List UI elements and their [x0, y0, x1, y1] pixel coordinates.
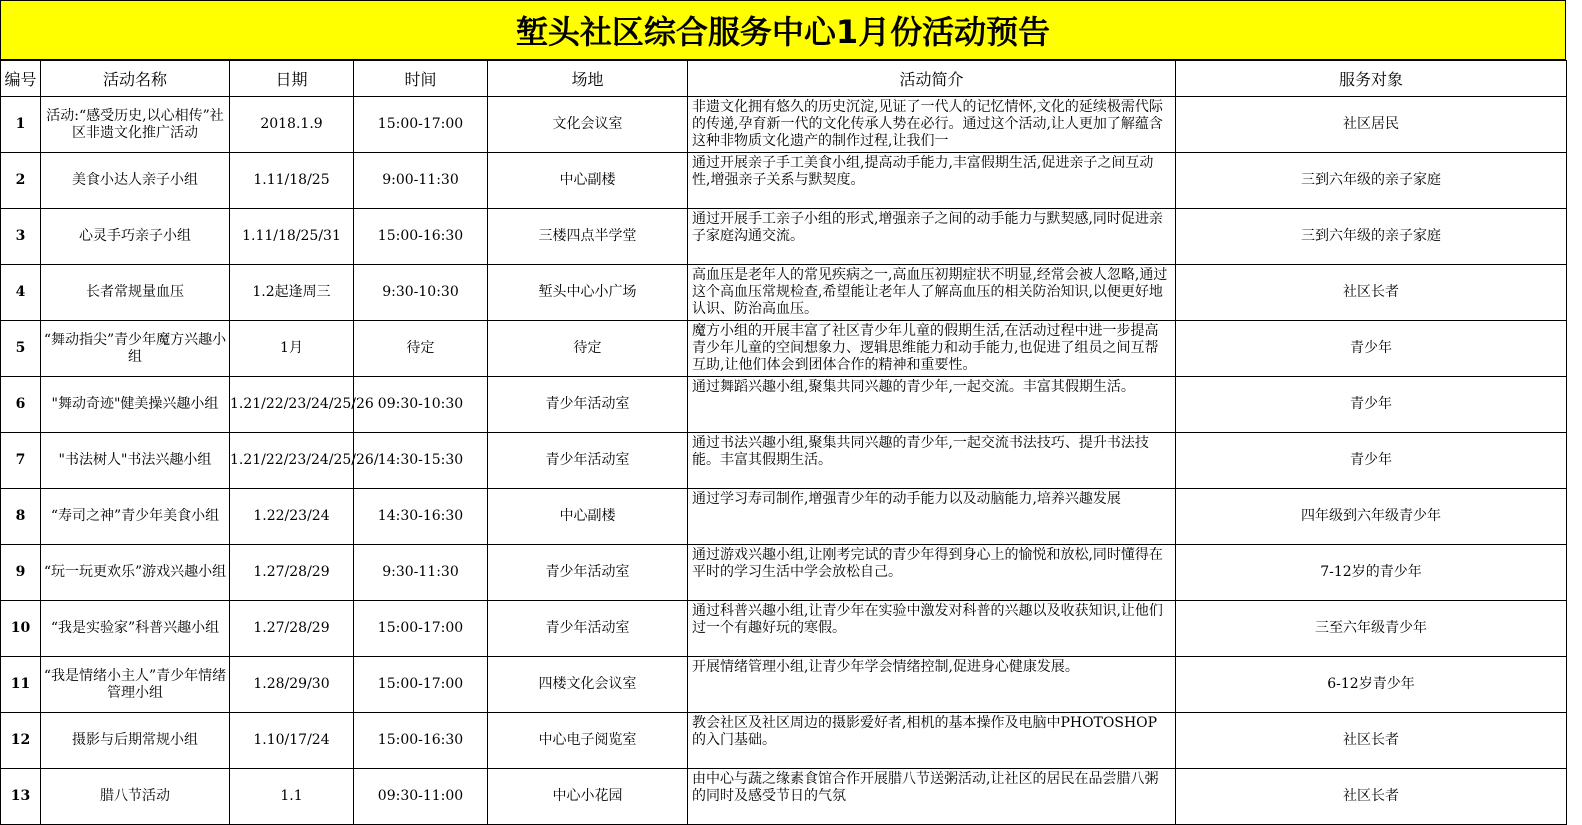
cell-description[interactable]	[688, 713, 1176, 769]
cell-activity-name-text: 活动:“感受历史,以心相传”社区非遗文化推广活动	[46, 107, 224, 141]
header-date[interactable]: 日期	[230, 61, 354, 97]
cell-no-text: 11	[10, 676, 31, 692]
cell-date[interactable]	[230, 321, 354, 377]
cell-no[interactable]	[1, 545, 41, 601]
cell-target-text: 青少年	[1350, 396, 1392, 412]
cell-time-text: 09:30-10:30	[377, 396, 464, 412]
cell-description-text: 通过书法兴趣小组,聚集共同兴趣的青少年,一起交流书法技巧、提升书法技能。丰富其假期生活。	[692, 435, 1149, 468]
cell-target[interactable]	[1176, 545, 1567, 601]
cell-target[interactable]	[1176, 713, 1567, 769]
cell-target-text: 三到六年级的亲子家庭	[1301, 172, 1441, 188]
cell-no-text: 3	[15, 228, 26, 244]
cell-no-text: 4	[15, 284, 26, 300]
cell-date[interactable]	[230, 769, 354, 825]
cell-time[interactable]	[354, 153, 488, 209]
activity-table	[0, 60, 1567, 825]
cell-description[interactable]	[688, 209, 1176, 265]
cell-no-text: 1	[15, 116, 26, 132]
table-row	[1, 713, 1567, 769]
cell-target-text: 7-12岁的青少年	[1320, 564, 1422, 580]
cell-target[interactable]	[1176, 769, 1567, 825]
cell-description[interactable]	[688, 377, 1176, 433]
cell-date-text: 1.28/29/30	[253, 676, 330, 692]
cell-description[interactable]	[688, 433, 1176, 489]
cell-activity-name[interactable]	[41, 321, 230, 377]
cell-time[interactable]	[354, 321, 488, 377]
cell-activity-name[interactable]	[41, 209, 230, 265]
cell-target[interactable]	[1176, 97, 1567, 153]
cell-date-text: 1.11/18/25/31	[242, 228, 341, 244]
table-row	[1, 601, 1567, 657]
cell-venue-text: 待定	[573, 340, 602, 356]
cell-venue[interactable]	[488, 769, 688, 825]
cell-activity-name[interactable]	[41, 97, 230, 153]
cell-no[interactable]	[1, 153, 41, 209]
cell-description[interactable]	[688, 657, 1176, 713]
cell-date[interactable]	[230, 545, 354, 601]
cell-description-text: 通过游戏兴趣小组,让刚考完试的青少年得到身心上的愉悦和放松,同时懂得在平时的学习生活中学会放松自己。	[692, 547, 1163, 580]
cell-target-text: 6-12岁青少年	[1327, 676, 1415, 692]
cell-time-text: 15:00-16:30	[377, 228, 464, 244]
cell-date[interactable]	[230, 601, 354, 657]
cell-target[interactable]	[1176, 209, 1567, 265]
cell-date-text: 1.27/28/29	[253, 564, 330, 580]
cell-venue-text: 四楼文化会议室	[538, 676, 637, 692]
cell-activity-name-text: “舞动指尖”青少年魔方兴趣小组	[43, 331, 227, 365]
cell-venue[interactable]	[488, 545, 688, 601]
cell-description-text: 高血压是老年人的常见疾病之一,高血压初期症状不明显,经常会被人忽略,通过这个高血压常规检查,希望能让老年人了解高血压的相关防治知识,以便更好地认识、防治高血压。	[692, 267, 1168, 317]
cell-target-text: 社区长者	[1343, 732, 1399, 748]
cell-no[interactable]	[1, 209, 41, 265]
cell-activity-name[interactable]	[41, 265, 230, 321]
cell-activity-name-text: 摄影与后期常规小组	[72, 732, 198, 748]
cell-date[interactable]	[230, 97, 354, 153]
cell-no-text: 12	[10, 732, 31, 748]
cell-no-text: 9	[15, 564, 26, 580]
cell-time-text: 9:00-11:30	[382, 172, 459, 188]
table-row	[1, 489, 1567, 545]
header-time[interactable]: 时间	[354, 61, 488, 97]
cell-description[interactable]	[688, 545, 1176, 601]
cell-date[interactable]	[230, 153, 354, 209]
cell-date[interactable]	[230, 377, 374, 433]
cell-no[interactable]	[1, 601, 41, 657]
cell-venue[interactable]	[488, 97, 688, 153]
cell-no-text: 2	[15, 172, 26, 188]
cell-no-text: 13	[10, 788, 31, 804]
cell-no[interactable]	[1, 265, 41, 321]
cell-venue[interactable]	[488, 321, 688, 377]
cell-date[interactable]	[230, 433, 379, 489]
table-row	[1, 265, 1567, 321]
cell-target-text: 四年级到六年级青少年	[1301, 508, 1441, 524]
cell-date[interactable]	[230, 489, 354, 545]
cell-target-text: 社区居民	[1343, 116, 1399, 132]
cell-date-text: 1.22/23/24	[253, 508, 330, 524]
cell-time-text: 09:30-11:00	[377, 788, 464, 804]
cell-description[interactable]	[688, 153, 1176, 209]
cell-date[interactable]	[230, 713, 354, 769]
cell-venue-text: 中心副楼	[559, 172, 616, 188]
cell-no-text: 7	[15, 452, 26, 468]
cell-activity-name-text: “玩一玩更欢乐”游戏兴趣小组	[43, 564, 227, 580]
cell-time[interactable]	[354, 489, 488, 545]
cell-target-text: 社区长者	[1343, 284, 1399, 300]
cell-description[interactable]	[688, 769, 1176, 825]
cell-description-text: 非遗文化拥有悠久的历史沉淀,见证了一代人的记忆情怀,文化的延续极需代际的传递,孕育新一代的文化传承人势在必行。通过这个活动,让人更加了解蕴含这种非物质文化遗产的制作过程,让我们一	[692, 99, 1163, 149]
cell-venue-text: 文化会议室	[552, 116, 623, 132]
cell-target[interactable]	[1176, 377, 1567, 433]
cell-venue-text: 青少年活动室	[545, 452, 630, 468]
cell-venue[interactable]	[488, 489, 688, 545]
cell-target-text: 三到六年级的亲子家庭	[1301, 228, 1441, 244]
cell-description-text: 由中心与蔬之缘素食馆合作开展腊八节送粥活动,让社区的居民在品尝腊八粥的同时及感受节日的气氛	[692, 771, 1159, 804]
cell-activity-name-text: "舞动奇迹"健美操兴趣小组	[51, 396, 219, 412]
cell-venue-text: 青少年活动室	[545, 620, 630, 636]
header-no[interactable]: 编号	[1, 61, 41, 97]
cell-description-text: 魔方小组的开展丰富了社区青少年儿童的假期生活,在活动过程中进一步提高青少年儿童的空间想象力、逻辑思维能力和动手能力,也促进了组员之间互帮互助,让他们体会到团体合作的精神和重要性。	[692, 323, 1159, 373]
cell-target-text: 三至六年级青少年	[1315, 620, 1427, 636]
cell-target[interactable]	[1176, 657, 1567, 713]
cell-time[interactable]	[354, 265, 488, 321]
header-row	[1, 61, 1567, 97]
cell-activity-name-text: “我是情绪小主人”青少年情绪管理小组	[43, 667, 227, 701]
cell-time[interactable]	[354, 713, 488, 769]
cell-venue-text: 中心副楼	[559, 508, 616, 524]
cell-venue[interactable]	[488, 265, 688, 321]
cell-no[interactable]	[1, 769, 41, 825]
cell-time[interactable]	[354, 601, 488, 657]
cell-activity-name[interactable]	[41, 545, 230, 601]
cell-venue-text: 青少年活动室	[545, 564, 630, 580]
cell-venue-text: 中心电子阅览室	[538, 732, 637, 748]
cell-venue-text: 堑头中心小广场	[538, 284, 637, 300]
table-row	[1, 769, 1567, 825]
header-venue[interactable]: 场地	[488, 61, 688, 97]
cell-no-text: 5	[15, 340, 26, 356]
cell-description-text: 开展情绪管理小组,让青少年学会情绪控制,促进身心健康发展。	[692, 659, 1079, 675]
cell-activity-name[interactable]	[41, 713, 230, 769]
cell-date-text: 1.1	[280, 788, 303, 804]
cell-date-text: 1.27/28/29	[253, 620, 330, 636]
cell-description-text: 通过开展亲子手工美食小组,提高动手能力,丰富假期生活,促进亲子之间互动性,增强亲子关系与默契度。	[692, 155, 1154, 188]
cell-activity-name-text: 美食小达人亲子小组	[72, 172, 198, 188]
cell-activity-name[interactable]	[41, 657, 230, 713]
cell-description[interactable]	[688, 321, 1176, 377]
cell-description-text: 通过学习寿司制作,增强青少年的动手能力以及动脑能力,培养兴趣发展	[692, 491, 1121, 507]
cell-time-text: 待定	[406, 340, 435, 356]
cell-date-text: 1.21/22/23/24/25/26/	[230, 452, 379, 468]
cell-no-text: 10	[10, 620, 31, 636]
cell-description[interactable]	[688, 601, 1176, 657]
cell-venue[interactable]	[488, 601, 688, 657]
cell-target[interactable]	[1176, 321, 1567, 377]
cell-date[interactable]	[230, 657, 354, 713]
cell-activity-name-text: “寿司之神”青少年美食小组	[50, 508, 220, 524]
cell-target-text: 青少年	[1350, 452, 1392, 468]
cell-time[interactable]	[354, 657, 488, 713]
cell-description[interactable]	[688, 489, 1176, 545]
cell-venue[interactable]	[488, 657, 688, 713]
cell-no[interactable]	[1, 97, 41, 153]
cell-description-text: 通过开展手工亲子小组的形式,增强亲子之间的动手能力与默契感,同时促进亲子家庭沟通交流。	[692, 211, 1163, 244]
cell-venue-text: 三楼四点半学堂	[538, 228, 637, 244]
table-row	[1, 377, 1567, 433]
header-desc[interactable]: 活动简介	[688, 61, 1176, 97]
header-target[interactable]: 服务对象	[1176, 61, 1567, 97]
cell-time-text: 9:30-11:30	[382, 564, 459, 580]
cell-venue[interactable]	[488, 209, 688, 265]
cell-date-text: 2018.1.9	[260, 116, 323, 132]
table-row	[1, 545, 1567, 601]
cell-no[interactable]	[1, 713, 41, 769]
cell-date-text: 1.21/22/23/24/25/26	[230, 396, 374, 412]
cell-time-text: 15:00-16:30	[377, 732, 464, 748]
cell-activity-name[interactable]	[41, 433, 230, 489]
cell-no[interactable]	[1, 657, 41, 713]
cell-time-text: 14:30-15:30	[377, 452, 464, 468]
table-row	[1, 153, 1567, 209]
cell-target[interactable]	[1176, 433, 1567, 489]
cell-venue[interactable]	[488, 377, 688, 433]
cell-activity-name-text: 心灵手巧亲子小组	[79, 228, 191, 244]
cell-time-text: 14:30-16:30	[377, 508, 464, 524]
cell-time[interactable]	[354, 97, 488, 153]
cell-description-text: 通过舞蹈兴趣小组,聚集共同兴趣的青少年,一起交流。丰富其假期生活。	[692, 379, 1135, 395]
cell-date[interactable]	[230, 265, 354, 321]
cell-no[interactable]	[1, 321, 41, 377]
cell-no[interactable]	[1, 433, 41, 489]
cell-venue[interactable]	[488, 433, 688, 489]
cell-time-text: 9:30-10:30	[382, 284, 459, 300]
cell-no[interactable]	[1, 377, 41, 433]
cell-no[interactable]	[1, 489, 41, 545]
cell-time[interactable]	[354, 545, 488, 601]
cell-time-text: 15:00-17:00	[377, 676, 464, 692]
cell-target-text: 社区长者	[1343, 788, 1399, 804]
table-row	[1, 657, 1567, 713]
cell-target[interactable]	[1176, 489, 1567, 545]
cell-venue[interactable]	[488, 153, 688, 209]
cell-target-text: 青少年	[1350, 340, 1392, 356]
table-row	[1, 209, 1567, 265]
cell-description-text: 教会社区及社区周边的摄影爱好者,相机的基本操作及电脑中PHOTOSHOP的入门基础。	[692, 715, 1158, 748]
cell-no-text: 6	[15, 396, 26, 412]
cell-description[interactable]	[688, 97, 1176, 153]
cell-activity-name[interactable]	[41, 601, 230, 657]
cell-activity-name[interactable]	[41, 769, 230, 825]
cell-date-text: 1.2起逢周三	[252, 284, 331, 300]
cell-venue-text: 青少年活动室	[545, 396, 630, 412]
cell-activity-name[interactable]	[41, 377, 230, 433]
table-row	[1, 97, 1567, 153]
cell-activity-name-text: 腊八节活动	[100, 788, 170, 804]
cell-time-text: 15:00-17:00	[377, 620, 464, 636]
cell-date-text: 1月	[280, 340, 303, 356]
page-title: 堑头社区综合服务中心1月份活动预告	[0, 0, 1566, 60]
cell-time-text: 15:00-17:00	[377, 116, 464, 132]
cell-description-text: 通过科普兴趣小组,让青少年在实验中激发对科普的兴趣以及收获知识,让他们过一个有趣好玩的寒假。	[692, 603, 1163, 636]
header-name[interactable]: 活动名称	[41, 61, 230, 97]
cell-target[interactable]	[1176, 153, 1567, 209]
cell-venue[interactable]	[488, 713, 688, 769]
cell-time[interactable]	[354, 209, 488, 265]
cell-date-text: 1.10/17/24	[253, 732, 330, 748]
cell-target[interactable]	[1176, 265, 1567, 321]
table-row	[1, 433, 1567, 489]
cell-activity-name[interactable]	[41, 489, 230, 545]
cell-activity-name-text: “我是实验家”科普兴趣小组	[50, 620, 220, 636]
cell-activity-name-text: "书法树人"书法兴趣小组	[58, 452, 212, 468]
cell-target[interactable]	[1176, 601, 1567, 657]
cell-venue-text: 中心小花园	[552, 788, 623, 804]
table-row	[1, 321, 1567, 377]
cell-description[interactable]	[688, 265, 1176, 321]
cell-no-text: 8	[15, 508, 26, 524]
cell-activity-name[interactable]	[41, 153, 230, 209]
cell-date-text: 1.11/18/25	[253, 172, 330, 188]
cell-time[interactable]	[354, 769, 488, 825]
cell-activity-name-text: 长者常规量血压	[86, 284, 184, 300]
cell-date[interactable]	[230, 209, 354, 265]
